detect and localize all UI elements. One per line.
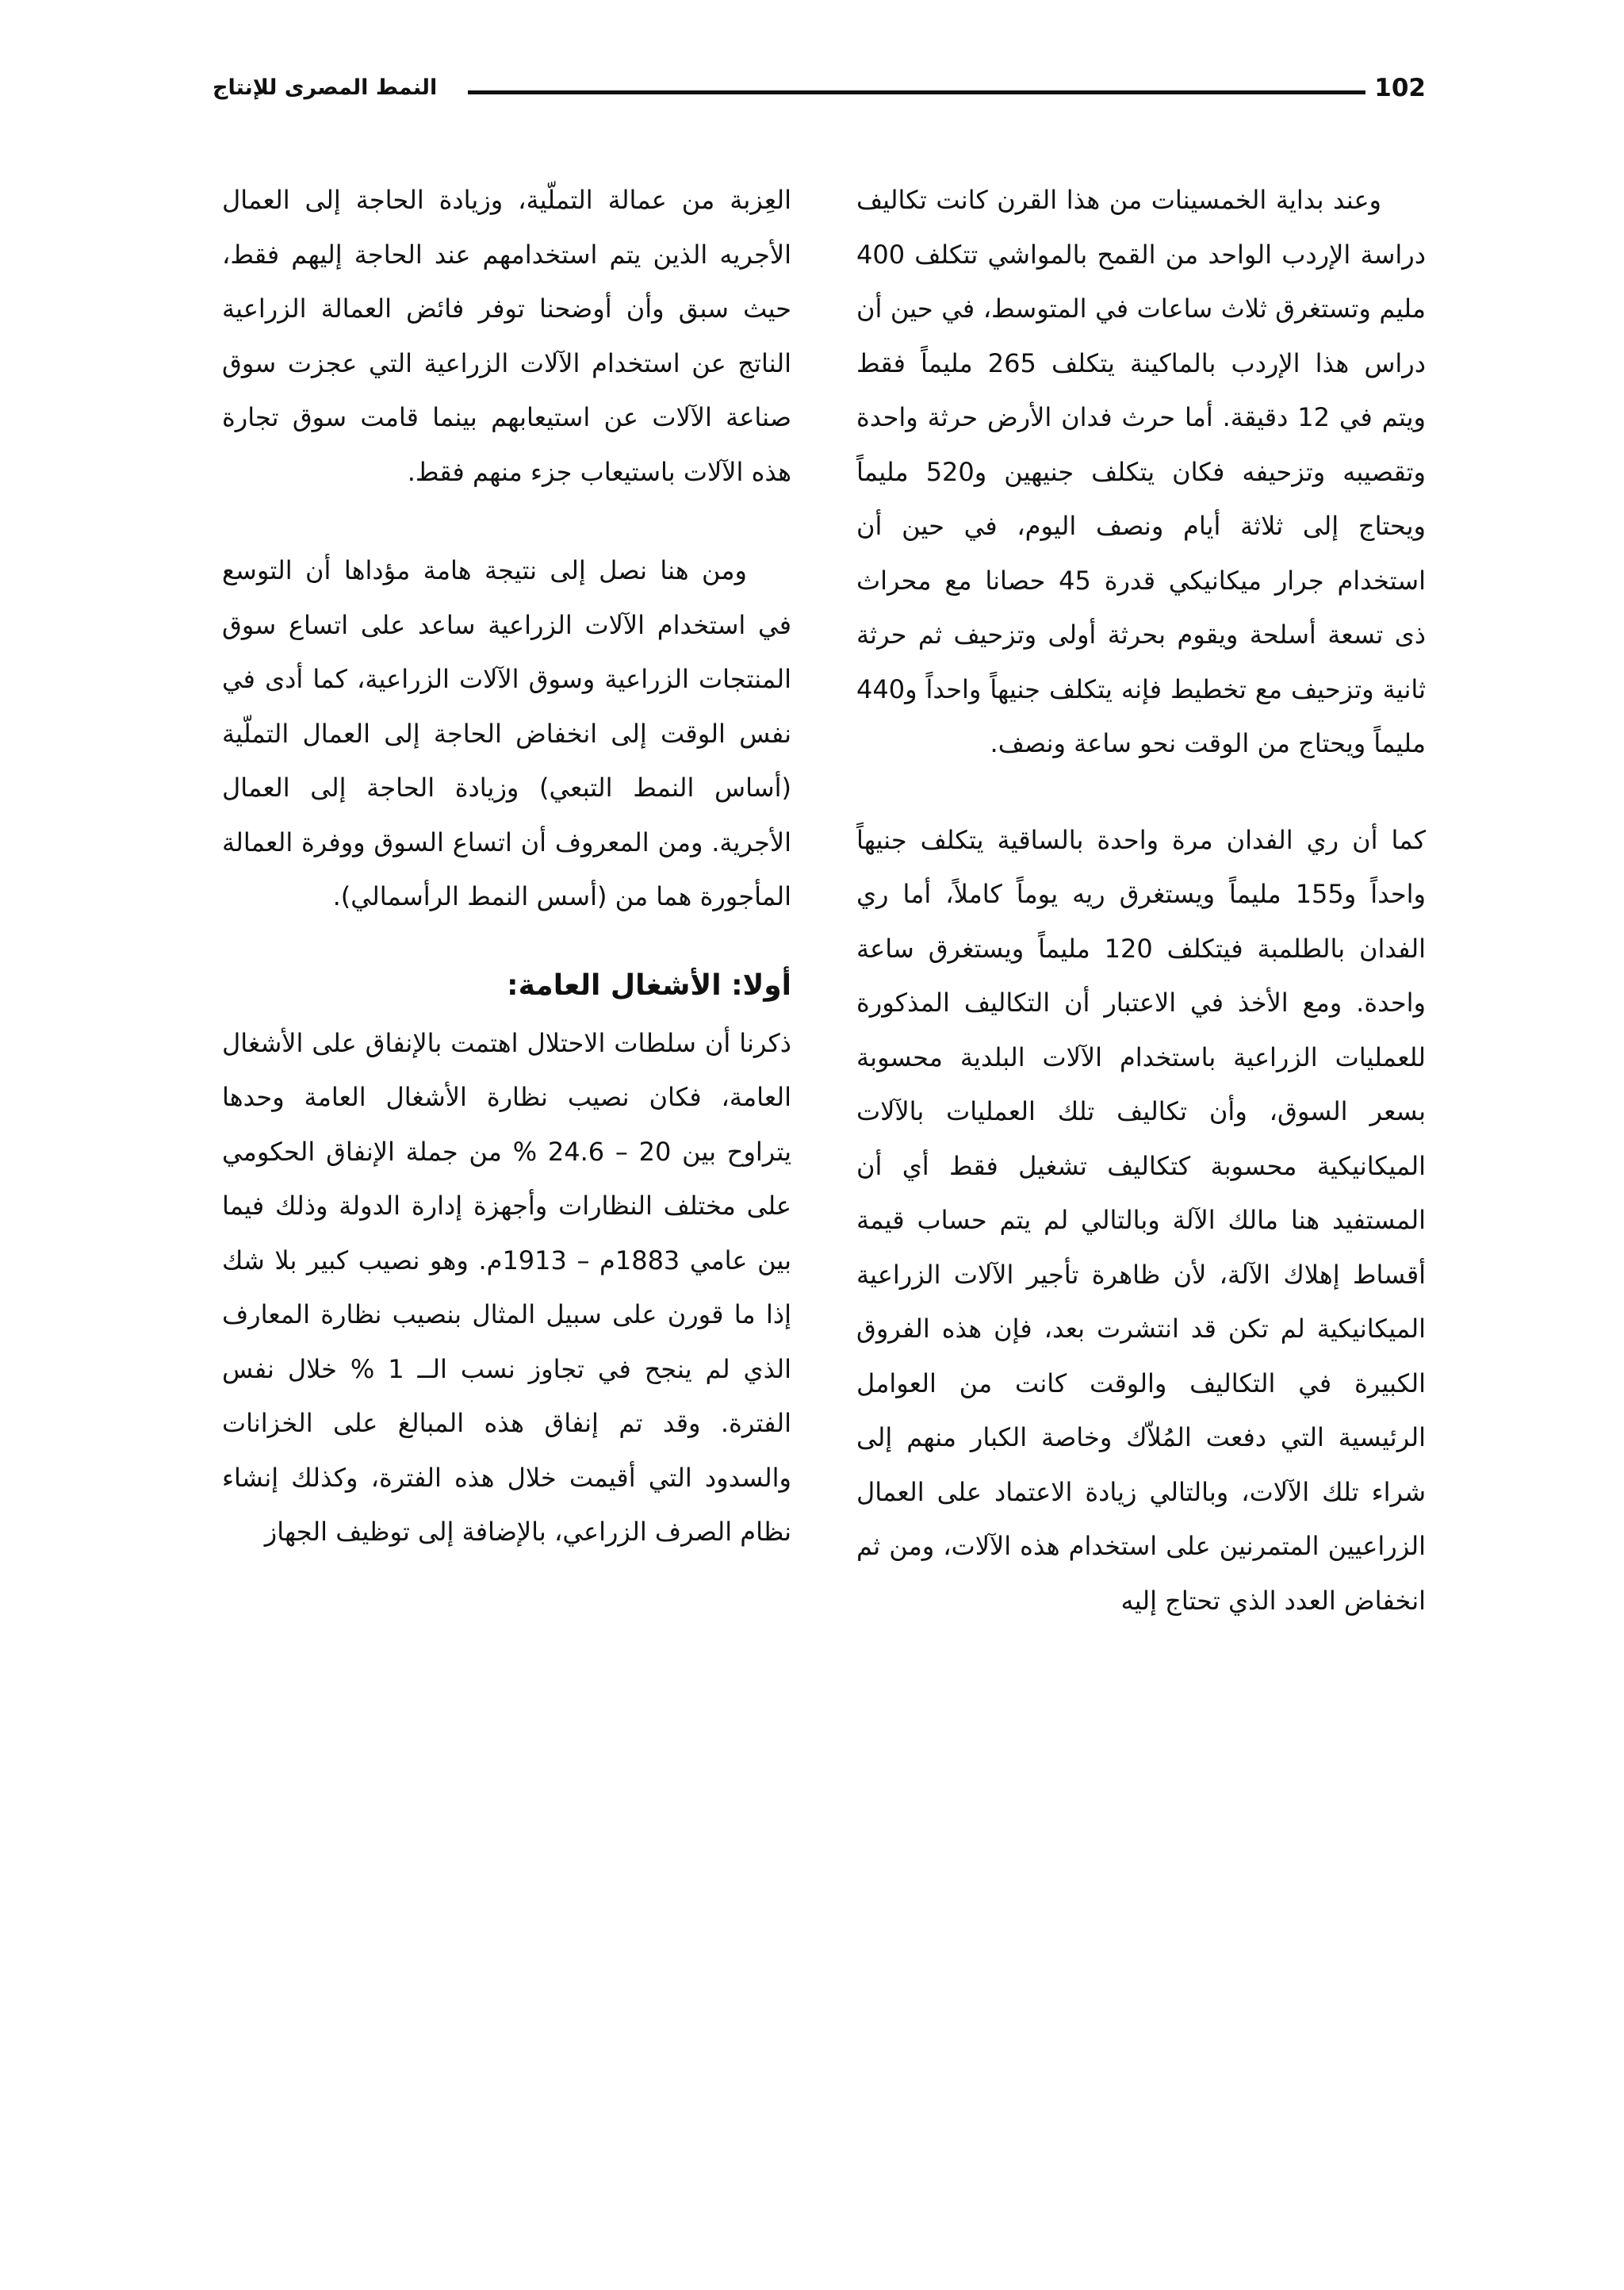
running-title: النمط المصرى للإنتاج — [213, 75, 438, 100]
paragraph-public-works: ذكرنا أن سلطات الاحتلال اهتمت بالإنفاق على الأشغال العامة، فكان نصيب نظارة الأشغال العامة وحدها يتراوح بين 20 – 24.6 % من جملة الإنفاق الحكومي على مختلف النظارات وأجهزة إدارة الدولة وذلك فيما بين عامي 1883م – 1913م. وهو نصيب كبير بلا شك إذا ما قورن على سبيل المثال بنصيب نظارة المعارف الذي لم ينجح في تجاوز نسب الــ 1 % خلال نفس الفترة. وقد تم إنفاق هذه المبالغ على الخزانات والسدود التي أقيمت خلال هذه الفترة، وكذلك إنشاء نظام الصرف الزراعي، بالإضافة إلى توظيف الجهاز — [222, 1027, 792, 1547]
running-header — [213, 70, 1426, 106]
paragraph-irrigation-costs: كما أن ري الفدان مرة واحدة بالساقية يتكلف جنيهاً واحداً و155 مليماً ويستغرق ريه يوماً كاملاً، أما ري الفدان بالطلمبة فيتكلف 120 مليماً ويستغرق ساعة واحدة. ومع الأخذ في الاعتبار أن التكاليف المذكورة للعمليات الزراعية باستخدام الآلات البلدية محسوبة بسعر السوق، وأن تكاليف تلك العمليات بالآلات الميكانيكية محسوبة كتكاليف تشغيل فقط أي أن المستفيد هنا مالك الآلة وبالتالي لم يتم حساب قيمة أقساط إهلاك الآلة، لأن ظاهرة تأجير الآلات الزراعية الميكانيكية لم تكن قد انتشرت بعد، فإن هذه الفروق الكبيرة في التكاليف والوقت كانت من العوامل الرئيسية التي دفعت المُلاّك وخاصة الكبار منهم إلى شراء تلك الآلات، وبالتالي زيادة الاعتماد على العمال الزراعيين المتمرنين على استخدام هذه الآلات، ومن ثم انخفاض العدد الذي تحتاج إليه — [856, 824, 1427, 1616]
paragraph-estate-labor: العِزبة من عمالة التملّية، وزيادة الحاجة إلى العمال الأجريه الذين يتم استخدامهم عند الحاجة إليهم فقط، حيث سبق وأن أوضحنا توفر فائض العمالة الزراعية الناتج عن استخدام الآلات الزراعية التي عجزت سوق صناعة الآلات عن استيعابهم بينما قامت سوق تجارة هذه الآلات باستيعاب جزء منهم فقط. — [222, 185, 791, 487]
page-number: 102 — [1374, 74, 1426, 102]
paragraph-conclusion: ومن هنا نصل إلى نتيجة هامة مؤداها أن التوسع في استخدام الآلات الزراعية ساعد على اتساع سوق المنتجات الزراعية وسوق الآلات الزراعية، كما أدى في نفس الوقت إلى انخفاض الحاجة إلى العمال التملّية (أساس النمط التبعي) وزيادة الحاجة إلى العمال الأجرية. ومن المعروف أن اتساع السوق ووفرة العمالة المأجورة هما من (أسس النمط الرأسمالي). — [222, 555, 791, 911]
left-column — [222, 173, 791, 1559]
header-rule — [468, 90, 1365, 94]
section-heading-public-works: أولا: الأشغال العامة: — [507, 969, 791, 1002]
paragraph-threshing-plowing-costs: وعند بداية الخمسينات من هذا القرن كانت تكاليف دراسة الإردب الواحد من القمح بالمواشي تتكلف 400 مليم وتستغرق ثلاث ساعات في المتوسط، في حين أن دراس هذا الإردب بالماكينة يتكلف 265 مليماً فقط ويتم في 12 دقيقة. أما حرث فدان الأرض حرثة واحدة وتقصيبه وتزحيفه فكان يتكلف جنيهين و520 مليماً ويحتاج إلى ثلاثة أيام ونصف اليوم، في حين أن استخدام جرار ميكانيكي قدرة 45 حصانا مع محراث ذى تسعة أسلحة ويقوم بحرثة أولى وتزحيف ثم حرثة ثانية وتزحيف مع تخطيط فإنه يتكلف جنيهاً واحداً و440 مليماً ويحتاج من الوقت نحو ساعة ونصف. — [856, 185, 1427, 758]
right-column — [856, 173, 1426, 1628]
